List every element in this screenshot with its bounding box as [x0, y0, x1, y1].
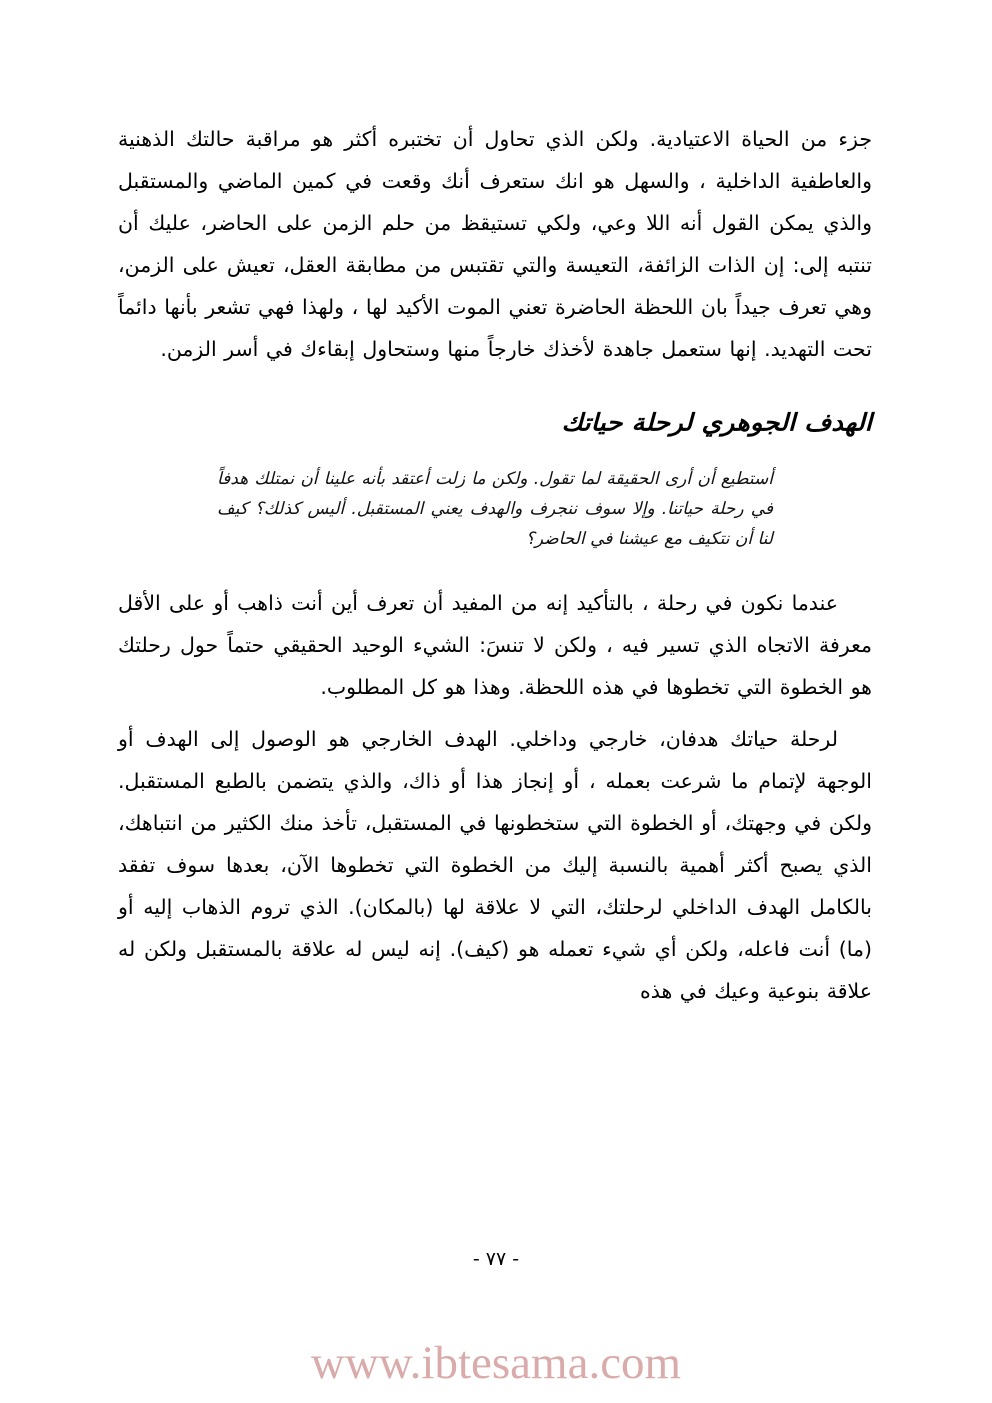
pull-quote: أستطيع أن أرى الحقيقة لما تقول. ولكن ما زلت أعتقد بأنه علينا أن نمتلك هدفاً في رحلة حياتنا. وإلا سوف ننجرف والهدف يعني المستقبل. أليس كذلك؟ كيف لنا أن نتكيف مع عيشنا في الحاضر؟ — [217, 469, 773, 549]
paragraph-3: لرحلة حياتك هدفان، خارجي وداخلي. الهدف الخارجي هو الوصول إلى الهدف أو الوجهة لإتمام ما شرعت بعمله ، أو إنجاز هذا أو ذاك، والذي يتضمن بالطبع المستقبل. ولكن في وجهتك، أو الخطوة التي ستخطونها في المستقبل، تأخذ منك الكثير من انتباهك، الذي يصبح أكثر أهمية بالنسبة إليك من الخطوة التي تخطوها الآن، بعدها سوف تفقد بالكامل الهدف الداخلي لرحلتك، التي لا علاقة لها (بالمكان). الذي تروم الذهاب إليه أو (ما) أنت فاعله، ولكن أي شيء تعمله هو (كيف). إنه ليس له علاقة بالمستقبل ولكن له علاقة بنوعية وعيك في هذه — [118, 727, 872, 1003]
site-watermark: www.ibtesama.com — [310, 1337, 682, 1389]
page-number: - ٧٧ - — [472, 1248, 520, 1270]
paragraph-continued: جزء من الحياة الاعتيادية. ولكن الذي تحاول أن تختبره أكثر هو مراقبة حالتك الذهنية والعاطفية الداخلية ، والسهل هو انك ستعرف أنك وقعت في كمين الماضي والمستقبل والذي يمكن القول أنه اللا وعي، ولكي تستيقظ من حلم الزمن على الحاضر، عليك أن تنتبه إلى: إن الذات الزائفة، التعيسة والتي تقتبس من مطابقة العقل، تعيش على الزمن، وهي تعرف جيداً بان اللحظة الحاضرة تعني الموت الأكيد لها ، ولهذا فهي تشعر بأنها دائماً تحت التهديد. إنها ستعمل جاهدة لأخذك خارجاً منها وستحاول إبقاءك في أسر الزمن. — [118, 127, 872, 361]
section-heading: الهدف الجوهري لرحلة حياتك — [561, 409, 872, 437]
text-column — [118, 118, 872, 1022]
paragraph-2: عندما نكون في رحلة ، بالتأكيد إنه من المفيد أن تعرف أين أنت ذاهب أو على الأقل معرفة الاتجاه الذي تسير فيه ، ولكن لا تنسَ: الشيء الوحيد الحقيقي حتماً حول رحلتك هو الخطوة التي تخطوها في هذه اللحظة. وهذا هو كل المطلوب. — [118, 591, 872, 699]
